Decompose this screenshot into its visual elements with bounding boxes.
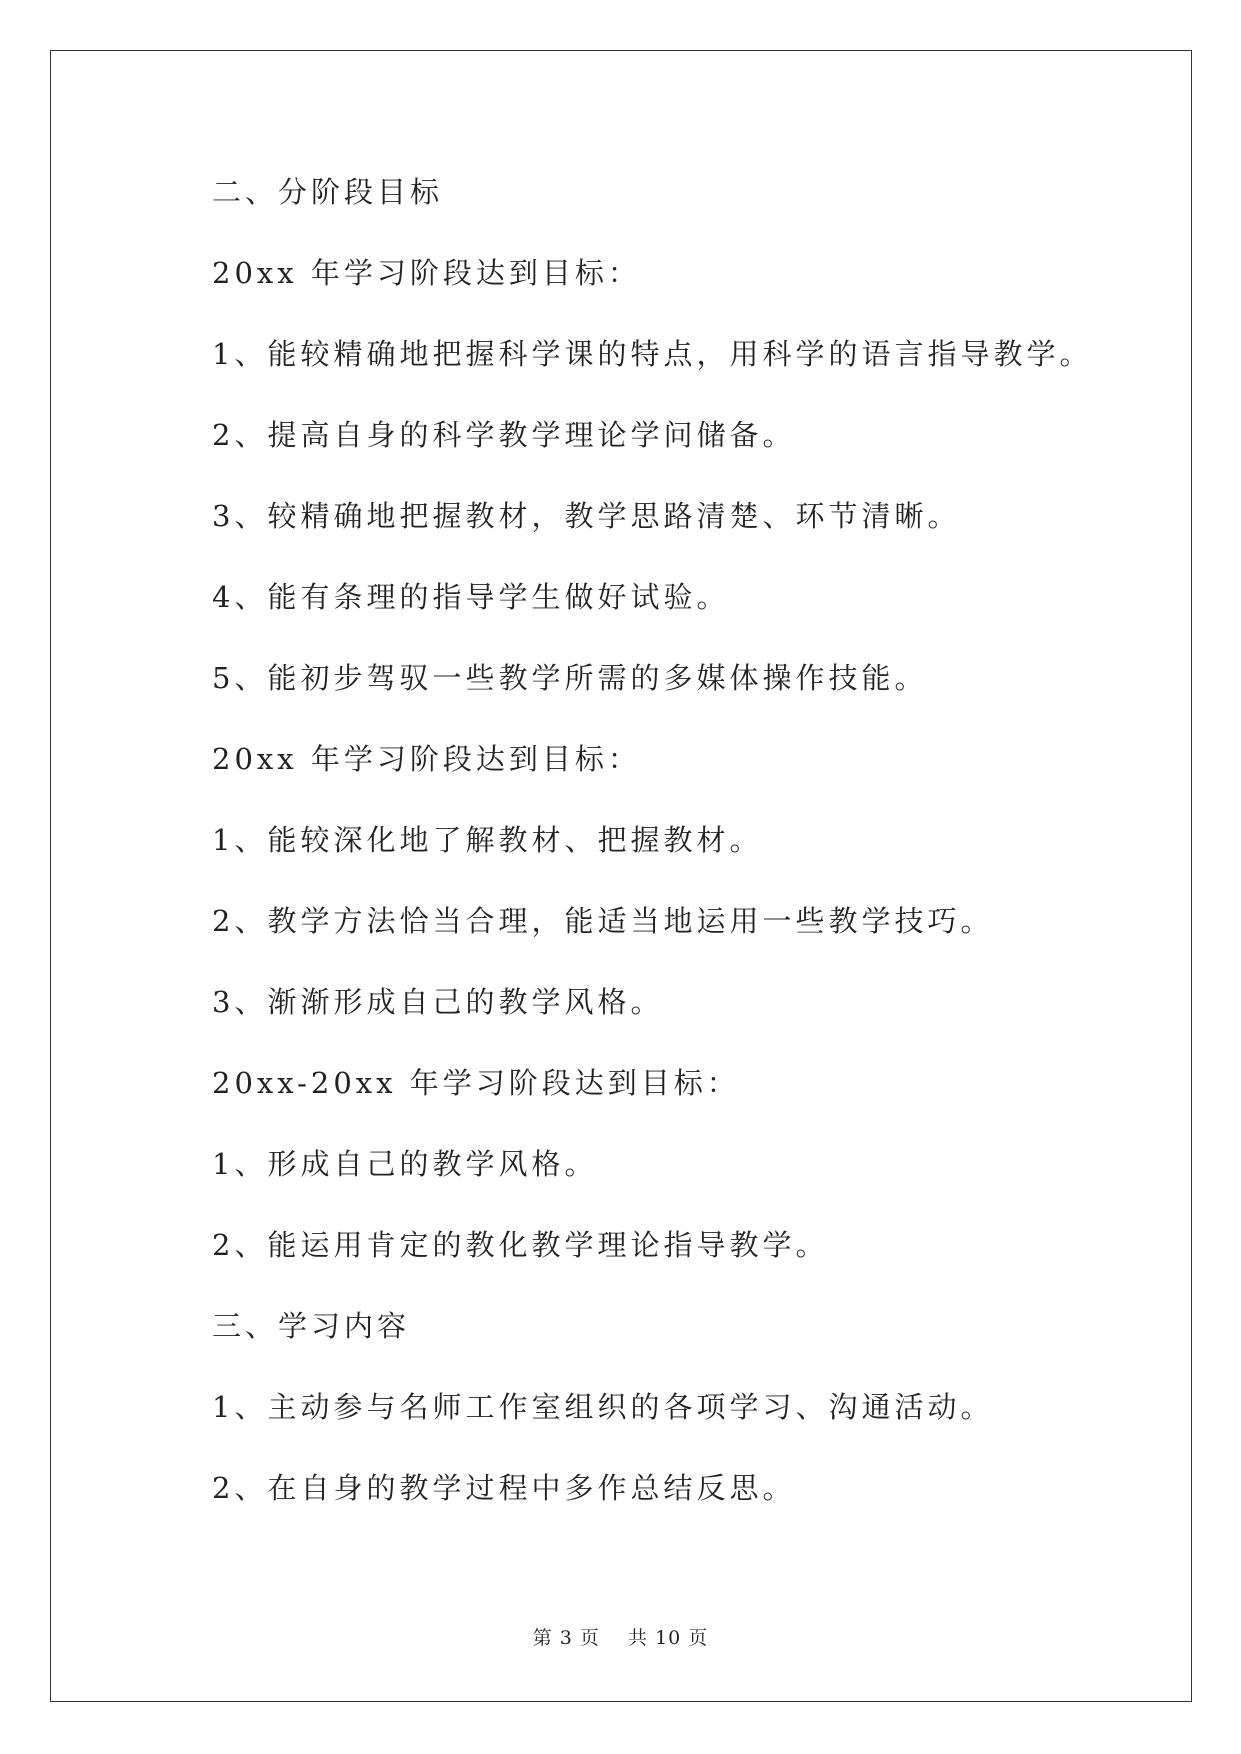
section-heading-learning-content: 三、学习内容 — [212, 1309, 411, 1343]
document-body — [212, 168, 1152, 1545]
stage-2-heading: 20xx 年学习阶段达到目标： — [212, 742, 641, 776]
list-item: 1、能较深化地了解教材、把握教材。 — [212, 823, 763, 857]
stage-3-heading: 20xx-20xx 年学习阶段达到目标： — [212, 1066, 740, 1100]
list-item: 2、教学方法恰当合理，能适当地运用一些教学技巧。 — [212, 904, 994, 938]
list-item: 5、能初步驾驭一些教学所需的多媒体操作技能。 — [212, 661, 928, 695]
list-item: 3、渐渐形成自己的教学风格。 — [212, 985, 664, 1019]
list-item: 2、能运用肯定的教化教学理论指导教学。 — [212, 1228, 829, 1262]
list-item: 3、较精确地把握教材，教学思路清楚、环节清晰。 — [212, 499, 961, 533]
list-item: 2、提高自身的科学教学理论学问储备。 — [212, 418, 796, 452]
list-item: 1、形成自己的教学风格。 — [212, 1147, 598, 1181]
list-item: 2、在自身的教学过程中多作总结反思。 — [212, 1471, 796, 1505]
list-item: 1、主动参与名师工作室组织的各项学习、沟通活动。 — [212, 1390, 994, 1424]
page-number-footer: 第 3 页 共 10 页 — [532, 1627, 709, 1649]
section-heading-stage-goals: 二、分阶段目标 — [212, 175, 444, 209]
list-item: 1、能较精确地把握科学课的特点，用科学的语言指导教学。 — [212, 337, 1093, 371]
list-item: 4、能有条理的指导学生做好试验。 — [212, 580, 730, 614]
stage-1-heading: 20xx 年学习阶段达到目标： — [212, 256, 641, 290]
